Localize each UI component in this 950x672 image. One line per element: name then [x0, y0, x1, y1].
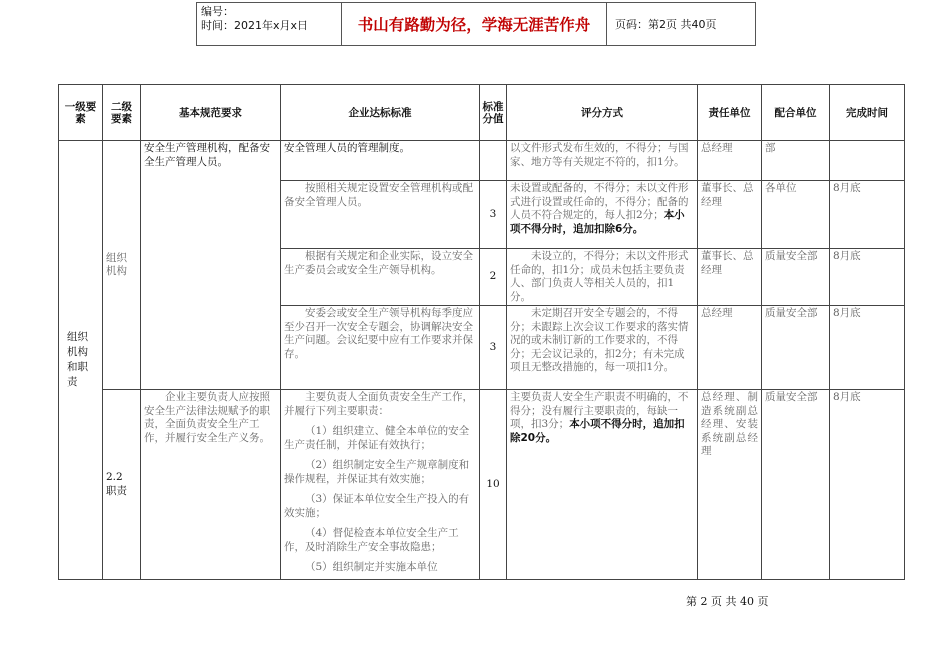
page-header	[196, 2, 756, 46]
scoring-r2	[507, 181, 698, 249]
coop-r4: 质量安全部	[762, 306, 830, 390]
col-header-scoring: 评分方式	[507, 85, 698, 141]
standard-r1: 安全管理人员的管理制度。	[281, 141, 480, 181]
time-r5: 8月底	[830, 390, 905, 580]
standard-r5	[281, 390, 480, 580]
col-header-level2: 二级要素	[103, 85, 141, 141]
resp-r2: 董事长、总经理	[698, 181, 762, 249]
resp-r5: 总经理、制造系统副总经理、安装系统副总经理	[698, 390, 762, 580]
col-header-standard: 企业达标标准	[281, 85, 480, 141]
coop-r5: 质量安全部	[762, 390, 830, 580]
header-motto: 书山有路勤为径，学海无涯苦作舟	[342, 3, 607, 45]
score-r4: 3	[480, 306, 507, 390]
coop-r3: 质量安全部	[762, 249, 830, 306]
scoring-r4: 未定期召开安全专题会的，不得分；未跟踪上次会议工作要求的落实情况的或未制订新的工作要求的，不得分；无会议记录的，扣2分；有未完成项且无整改措施的，每一项扣1分。	[507, 306, 698, 390]
col-header-coop: 配合单位	[762, 85, 830, 141]
level2-org-cell	[103, 141, 141, 390]
score-r2: 3	[480, 181, 507, 249]
page-footer: 第 2 页 共 40 页	[686, 595, 769, 608]
coop-r1: 部	[762, 141, 830, 181]
table-header-row	[59, 85, 905, 141]
score-r3: 2	[480, 249, 507, 306]
time-label: 时间：2021年x月x日	[201, 19, 309, 32]
basic-req-org: 安全生产管理机构，配备安全生产管理人员。	[141, 141, 281, 390]
duty-line-5: （5）组织制定并实施本单位	[305, 561, 438, 573]
resp-r4: 总经理	[698, 306, 762, 390]
standards-table	[58, 84, 905, 580]
scoring-r5-text: 主要负责人安全生产职责不明确的，不得分；没有履行主要职责的，每缺一项，扣3分；	[510, 391, 689, 430]
col-header-score: 标准分值	[480, 85, 507, 141]
resp-r3: 董事长、总经理	[698, 249, 762, 306]
col-header-basic: 基本规范要求	[141, 85, 281, 141]
resp-r1: 总经理	[698, 141, 762, 181]
scoring-r2-bold: 本小项不得分时，追加扣除6分。	[510, 209, 685, 235]
standard-r2: 按照相关规定设置安全管理机构或配备安全管理人员。	[281, 181, 480, 249]
score-r1	[480, 141, 507, 181]
basic-req-duty: 企业主要负责人应按照安全生产法律法规赋予的职责，全面负责安全生产工作，并履行安全生产义务。	[141, 390, 281, 580]
time-r3: 8月底	[830, 249, 905, 306]
col-header-level1: 一级要素	[59, 85, 103, 141]
duty-line-3: （3）保证本单位安全生产投入的有效实施；	[284, 493, 470, 519]
header-meta	[197, 3, 342, 45]
scoring-r3: 未设立的，不得分；未以文件形式任命的，扣1分；成员未包括主要负责人、部门负责人等相关人员的，扣1分。	[507, 249, 698, 306]
time-r4: 8月底	[830, 306, 905, 390]
time-r2: 8月底	[830, 181, 905, 249]
table-row	[59, 390, 905, 580]
header-page-label: 页码：第2页 共40页	[615, 18, 717, 31]
code-label: 编号：	[201, 5, 234, 18]
duty-line-1: （1）组织建立、健全本单位的安全生产责任制，并保证有效执行；	[284, 425, 470, 451]
col-header-time: 完成时间	[830, 85, 905, 141]
duty-line-0: 主要负责人全面负责安全生产工作，并履行下列主要职责：	[284, 391, 473, 417]
level1-cell: 组织机构和职责	[59, 141, 103, 580]
scoring-r1: 以文件形式发布生效的，不得分；与国家、地方等有关规定不符的，扣1分。	[507, 141, 698, 181]
score-r5: 10	[480, 390, 507, 580]
table-row	[59, 141, 905, 181]
standard-r4: 安委会或安全生产领导机构每季度应至少召开一次安全专题会，协调解决安全生产问题。会议纪要中应有工作要求并保存。	[281, 306, 480, 390]
duty-line-4: （4）督促检查本单位安全生产工作，及时消除生产安全事故隐患；	[284, 527, 459, 553]
scoring-r5	[507, 390, 698, 580]
scoring-r5-bold: 本小项不得分时，追加扣除20分。	[510, 418, 685, 444]
level2-duty-cell: 2.2 职责	[103, 390, 141, 580]
col-header-resp: 责任单位	[698, 85, 762, 141]
coop-r2: 各单位	[762, 181, 830, 249]
duty-line-2: （2）组织制定安全生产规章制度和操作规程，并保证其有效实施；	[284, 459, 470, 485]
level2-org-label: 组织机构	[106, 251, 127, 277]
standard-r3: 根据有关规定和企业实际，设立安全生产委员会或安全生产领导机构。	[281, 249, 480, 306]
scoring-r2-text: 未设置或配备的，不得分；未以文件形式进行设置或任命的，不得分；配备的人员不符合规定的，每人扣2分；	[510, 182, 689, 221]
time-r1	[830, 141, 905, 181]
